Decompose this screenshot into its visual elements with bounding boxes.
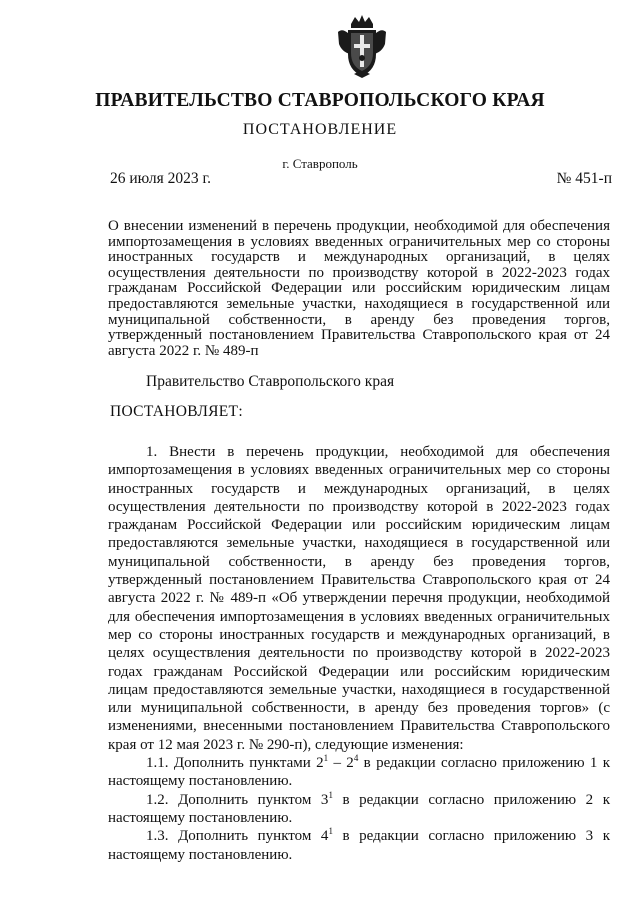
issuer-line: Правительство Ставропольского края <box>146 373 395 390</box>
document-body <box>108 443 610 864</box>
document-number: № 451-п <box>556 170 612 187</box>
document-subject: О внесении изменений в перечень продукции, необходимой для обеспечения импортозамещения в условиях введенных ограничительных мер со стороны иностранных государств и международных организаций, в целях осуществления деятельности по производству которой в 2022-2023 годах гражданам Российской Федерации или российским юридическим лицам предоставляются земельные участки, находящиеся в государственной или муниципальной собственности, в аренду без проведения торгов, утвержденный постановлением Правительства Ставропольского края от 24 августа 2022 г. № 489-п <box>108 218 610 359</box>
paragraph-1: 1. Внести в перечень продукции, необходимой для обеспечения импортозамещения в условиях введенных ограничительных мер со стороны иностранных государств и международных организаций, в целях осуществления деятельности по производству которой в 2022-2023 годах гражданам Российской Федерации или российским юридическим лицам предоставляются земельные участки, находящиеся в государственной или муниципальной собственности, в аренду без проведения торгов, утвержденный постановлением Правительства Ставропольского края от 24 августа 2022 г. № 489-п «Об утверждении перечня продукции, необходимой для обеспечения импортозамещения в условиях введенных ограничительных мер со стороны иностранных государств и международных организаций, в целях осуществления деятельности по производству которой в 2022-2023 годах гражданам Российской Федерации или российским юридическим лицам предоставляются земельные участки, находящиеся в государственной или муниципальной собственности, в аренду без проведения торгов» (с изменениями, внесенными постановлением Правительства Ставропольского края от 12 мая 2023 г. № 290-п), следующие изменения: <box>108 444 610 753</box>
government-title: ПРАВИТЕЛЬСТВО СТАВРОПОЛЬСКОГО КРАЯ <box>95 90 545 111</box>
city-label: г. Ставрополь <box>282 156 358 171</box>
paragraph-1-2: 1.2. Дополнить пунктом $3^1$ в редакции согласно приложению 2 к настоящему постановлению. <box>108 789 610 826</box>
coat-of-arms-icon <box>336 14 388 80</box>
document-date: 26 июля 2023 г. <box>110 170 211 187</box>
paragraph-1-1: 1.1. Дополнить пунктами $2^1 - 2^4$ в редакции согласно приложению 1 к настоящему постановлению. <box>108 753 611 790</box>
decree-heading: ПОСТАНОВЛЯЕТ: <box>110 403 243 420</box>
document-type: ПОСТАНОВЛЕНИЕ <box>242 121 398 138</box>
paragraph-1-3: 1.3. Дополнить пунктом $4^1$ в редакции согласно приложению 3 к настоящему постановлению. <box>108 826 610 863</box>
